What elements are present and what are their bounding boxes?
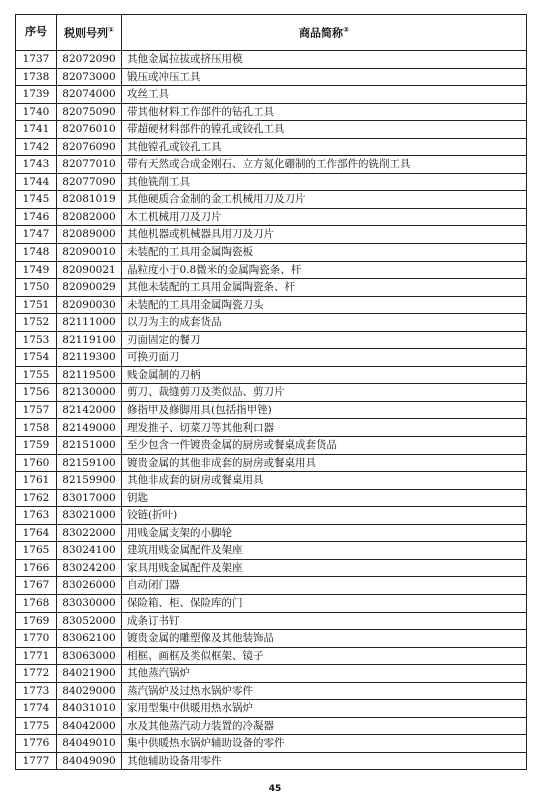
row-product-name: 可换刃面刀: [122, 349, 527, 367]
row-product-name: 蒸汽锅炉及过热水锅炉零件: [122, 682, 527, 700]
header-name-footnote-mark: ②: [343, 26, 349, 35]
header-code: [57, 15, 122, 51]
row-tariff-code: 82081019: [57, 191, 122, 209]
table-row: [16, 86, 527, 104]
row-tariff-code: 82159100: [57, 454, 122, 472]
row-seq: 1770: [16, 630, 57, 648]
row-product-name: 以刀为主的成套货品: [122, 314, 527, 332]
row-seq: 1773: [16, 682, 57, 700]
row-seq: 1765: [16, 542, 57, 560]
row-seq: 1741: [16, 121, 57, 139]
table-row: [16, 331, 527, 349]
header-seq-label: 序号: [25, 25, 47, 39]
row-seq: 1745: [16, 191, 57, 209]
table-row: [16, 559, 527, 577]
row-seq: 1775: [16, 717, 57, 735]
row-tariff-code: 82072090: [57, 51, 122, 69]
row-seq: 1737: [16, 51, 57, 69]
row-seq: 1753: [16, 331, 57, 349]
row-product-name: 剪刀、裁缝剪刀及类似品、剪刀片: [122, 384, 527, 402]
row-product-name: 集中供暖热水锅炉辅助设备的零件: [122, 735, 527, 753]
table-row: [16, 735, 527, 753]
row-product-name: 家具用贱金属配件及架座: [122, 559, 527, 577]
row-tariff-code: 82149000: [57, 419, 122, 437]
row-seq: 1742: [16, 138, 57, 156]
table-header: [16, 15, 527, 51]
row-seq: 1752: [16, 314, 57, 332]
row-product-name: 木工机械用刀及刀片: [122, 208, 527, 226]
table-row: [16, 138, 527, 156]
row-tariff-code: 82119300: [57, 349, 122, 367]
table-row: [16, 384, 527, 402]
row-tariff-code: 83030000: [57, 594, 122, 612]
row-tariff-code: 83062100: [57, 630, 122, 648]
table-row: [16, 191, 527, 209]
header-name: [122, 15, 527, 51]
tariff-table: [15, 14, 527, 770]
row-product-name: 其他非成套的厨房或餐桌用具: [122, 472, 527, 490]
row-seq: 1750: [16, 279, 57, 297]
header-code-label: 税则号列: [64, 27, 109, 41]
row-product-name: 带超硬材料部件的镗孔或铰孔工具: [122, 121, 527, 139]
row-tariff-code: 82111000: [57, 314, 122, 332]
table-row: [16, 752, 527, 770]
row-product-name: 水及其他蒸汽动力装置的冷凝器: [122, 717, 527, 735]
row-product-name: 刃面固定的餐刀: [122, 331, 527, 349]
row-tariff-code: 82119100: [57, 331, 122, 349]
row-product-name: 其他金属拉拔或挤压用模: [122, 51, 527, 69]
table-row: [16, 121, 527, 139]
row-product-name: 镀贵金属的雕塑像及其他装饰品: [122, 630, 527, 648]
row-product-name: 其他未装配的工具用金属陶瓷条、杆: [122, 279, 527, 297]
row-tariff-code: 83017000: [57, 489, 122, 507]
row-tariff-code: 82090029: [57, 279, 122, 297]
row-seq: 1768: [16, 594, 57, 612]
row-tariff-code: 83052000: [57, 612, 122, 630]
table-row: [16, 173, 527, 191]
row-product-name: 其他硬质合金制的金工机械用刀及刀片: [122, 191, 527, 209]
row-product-name: 至少包含一件镀贵金属的厨房或餐桌成套货品: [122, 437, 527, 455]
row-seq: 1740: [16, 103, 57, 121]
row-seq: 1777: [16, 752, 57, 770]
table-row: [16, 594, 527, 612]
table-row: [16, 208, 527, 226]
row-tariff-code: 83024200: [57, 559, 122, 577]
table-row: [16, 612, 527, 630]
header-code-footnote-mark: ①: [108, 26, 114, 35]
row-seq: 1763: [16, 507, 57, 525]
table-row: [16, 296, 527, 314]
row-seq: 1764: [16, 524, 57, 542]
row-product-name: 相框、画框及类似框架、镜子: [122, 647, 527, 665]
row-seq: 1766: [16, 559, 57, 577]
header-row: [16, 15, 527, 51]
table-body: [16, 51, 527, 770]
header-name-label: 商品简称: [299, 27, 344, 41]
table-row: [16, 630, 527, 648]
row-seq: 1755: [16, 366, 57, 384]
row-tariff-code: 82090021: [57, 261, 122, 279]
row-product-name: 理发推子、切菜刀等其他利口器: [122, 419, 527, 437]
table-row: [16, 577, 527, 595]
row-seq: 1739: [16, 86, 57, 104]
row-product-name: 建筑用贱金属配件及架座: [122, 542, 527, 560]
table-row: [16, 717, 527, 735]
row-tariff-code: 83021000: [57, 507, 122, 525]
row-product-name: 未装配的工具用金属陶瓷刀头: [122, 296, 527, 314]
row-product-name: 修指甲及修脚用具(包括指甲锉): [122, 401, 527, 419]
row-tariff-code: 83063000: [57, 647, 122, 665]
row-seq: 1751: [16, 296, 57, 314]
row-seq: 1756: [16, 384, 57, 402]
row-seq: 1772: [16, 665, 57, 683]
row-product-name: 其他机器或机械器具用刀及刀片: [122, 226, 527, 244]
row-seq: 1769: [16, 612, 57, 630]
row-product-name: 钥匙: [122, 489, 527, 507]
row-seq: 1754: [16, 349, 57, 367]
table-row: [16, 366, 527, 384]
row-product-name: 铰链(折叶): [122, 507, 527, 525]
table-row: [16, 665, 527, 683]
table-row: [16, 244, 527, 262]
row-tariff-code: 82076090: [57, 138, 122, 156]
table-row: [16, 279, 527, 297]
row-seq: 1744: [16, 173, 57, 191]
row-product-name: 保险箱、柜、保险库的门: [122, 594, 527, 612]
row-seq: 1761: [16, 472, 57, 490]
row-product-name: 贱金属制的刀柄: [122, 366, 527, 384]
row-seq: 1747: [16, 226, 57, 244]
row-tariff-code: 83024100: [57, 542, 122, 560]
table-row: [16, 103, 527, 121]
row-seq: 1758: [16, 419, 57, 437]
table-row: [16, 401, 527, 419]
row-seq: 1749: [16, 261, 57, 279]
row-seq: 1760: [16, 454, 57, 472]
row-product-name: 其他辅助设备用零件: [122, 752, 527, 770]
table-row: [16, 542, 527, 560]
row-tariff-code: 82142000: [57, 401, 122, 419]
row-seq: 1746: [16, 208, 57, 226]
table-row: [16, 647, 527, 665]
row-tariff-code: 84029000: [57, 682, 122, 700]
row-product-name: 未装配的工具用金属陶瓷板: [122, 244, 527, 262]
table-row: [16, 419, 527, 437]
table-row: [16, 524, 527, 542]
row-seq: 1759: [16, 437, 57, 455]
row-seq: 1762: [16, 489, 57, 507]
row-tariff-code: 82119500: [57, 366, 122, 384]
row-product-name: 带其他材料工作部件的钻孔工具: [122, 103, 527, 121]
row-tariff-code: 82074000: [57, 86, 122, 104]
row-tariff-code: 83026000: [57, 577, 122, 595]
row-seq: 1748: [16, 244, 57, 262]
row-seq: 1776: [16, 735, 57, 753]
row-seq: 1757: [16, 401, 57, 419]
row-tariff-code: 82089000: [57, 226, 122, 244]
row-seq: 1774: [16, 700, 57, 718]
row-product-name: 其他蒸汽锅炉: [122, 665, 527, 683]
table-row: [16, 472, 527, 490]
row-product-name: 带有天然或合成金刚石、立方氮化硼制的工作部件的铣削工具: [122, 156, 527, 174]
row-tariff-code: 84021900: [57, 665, 122, 683]
row-tariff-code: 82073000: [57, 68, 122, 86]
table-row: [16, 68, 527, 86]
row-product-name: 用贱金属支架的小脚轮: [122, 524, 527, 542]
row-tariff-code: 82077010: [57, 156, 122, 174]
row-seq: 1743: [16, 156, 57, 174]
row-tariff-code: 82082000: [57, 208, 122, 226]
row-product-name: 晶粒度小于0.8微米的金属陶瓷条、杆: [122, 261, 527, 279]
table-row: [16, 454, 527, 472]
table-row: [16, 700, 527, 718]
header-seq: [16, 15, 57, 51]
row-tariff-code: 84049090: [57, 752, 122, 770]
row-product-name: 锻压或冲压工具: [122, 68, 527, 86]
row-product-name: 攻丝工具: [122, 86, 527, 104]
row-product-name: 其他铣削工具: [122, 173, 527, 191]
row-tariff-code: 82076010: [57, 121, 122, 139]
row-seq: 1738: [16, 68, 57, 86]
row-seq: 1767: [16, 577, 57, 595]
row-tariff-code: 82090010: [57, 244, 122, 262]
page-number: 45: [268, 784, 282, 794]
row-tariff-code: 84042000: [57, 717, 122, 735]
row-tariff-code: 82159900: [57, 472, 122, 490]
row-product-name: 镀贵金属的其他非成套的厨房或餐桌用具: [122, 454, 527, 472]
row-tariff-code: 82130000: [57, 384, 122, 402]
row-product-name: 自动闭门器: [122, 577, 527, 595]
table-row: [16, 437, 527, 455]
table-row: [16, 314, 527, 332]
row-tariff-code: 82090030: [57, 296, 122, 314]
row-tariff-code: 82151000: [57, 437, 122, 455]
table-row: [16, 51, 527, 69]
table-row: [16, 261, 527, 279]
row-tariff-code: 83022000: [57, 524, 122, 542]
table-row: [16, 349, 527, 367]
table-row: [16, 156, 527, 174]
table-row: [16, 489, 527, 507]
row-tariff-code: 82077090: [57, 173, 122, 191]
row-tariff-code: 82075090: [57, 103, 122, 121]
table-row: [16, 682, 527, 700]
table-row: [16, 226, 527, 244]
row-product-name: 家用型集中供暖用热水锅炉: [122, 700, 527, 718]
row-tariff-code: 84031010: [57, 700, 122, 718]
row-product-name: 成条订书钉: [122, 612, 527, 630]
table-row: [16, 507, 527, 525]
row-tariff-code: 84049010: [57, 735, 122, 753]
row-product-name: 其他镗孔或铰孔工具: [122, 138, 527, 156]
row-seq: 1771: [16, 647, 57, 665]
